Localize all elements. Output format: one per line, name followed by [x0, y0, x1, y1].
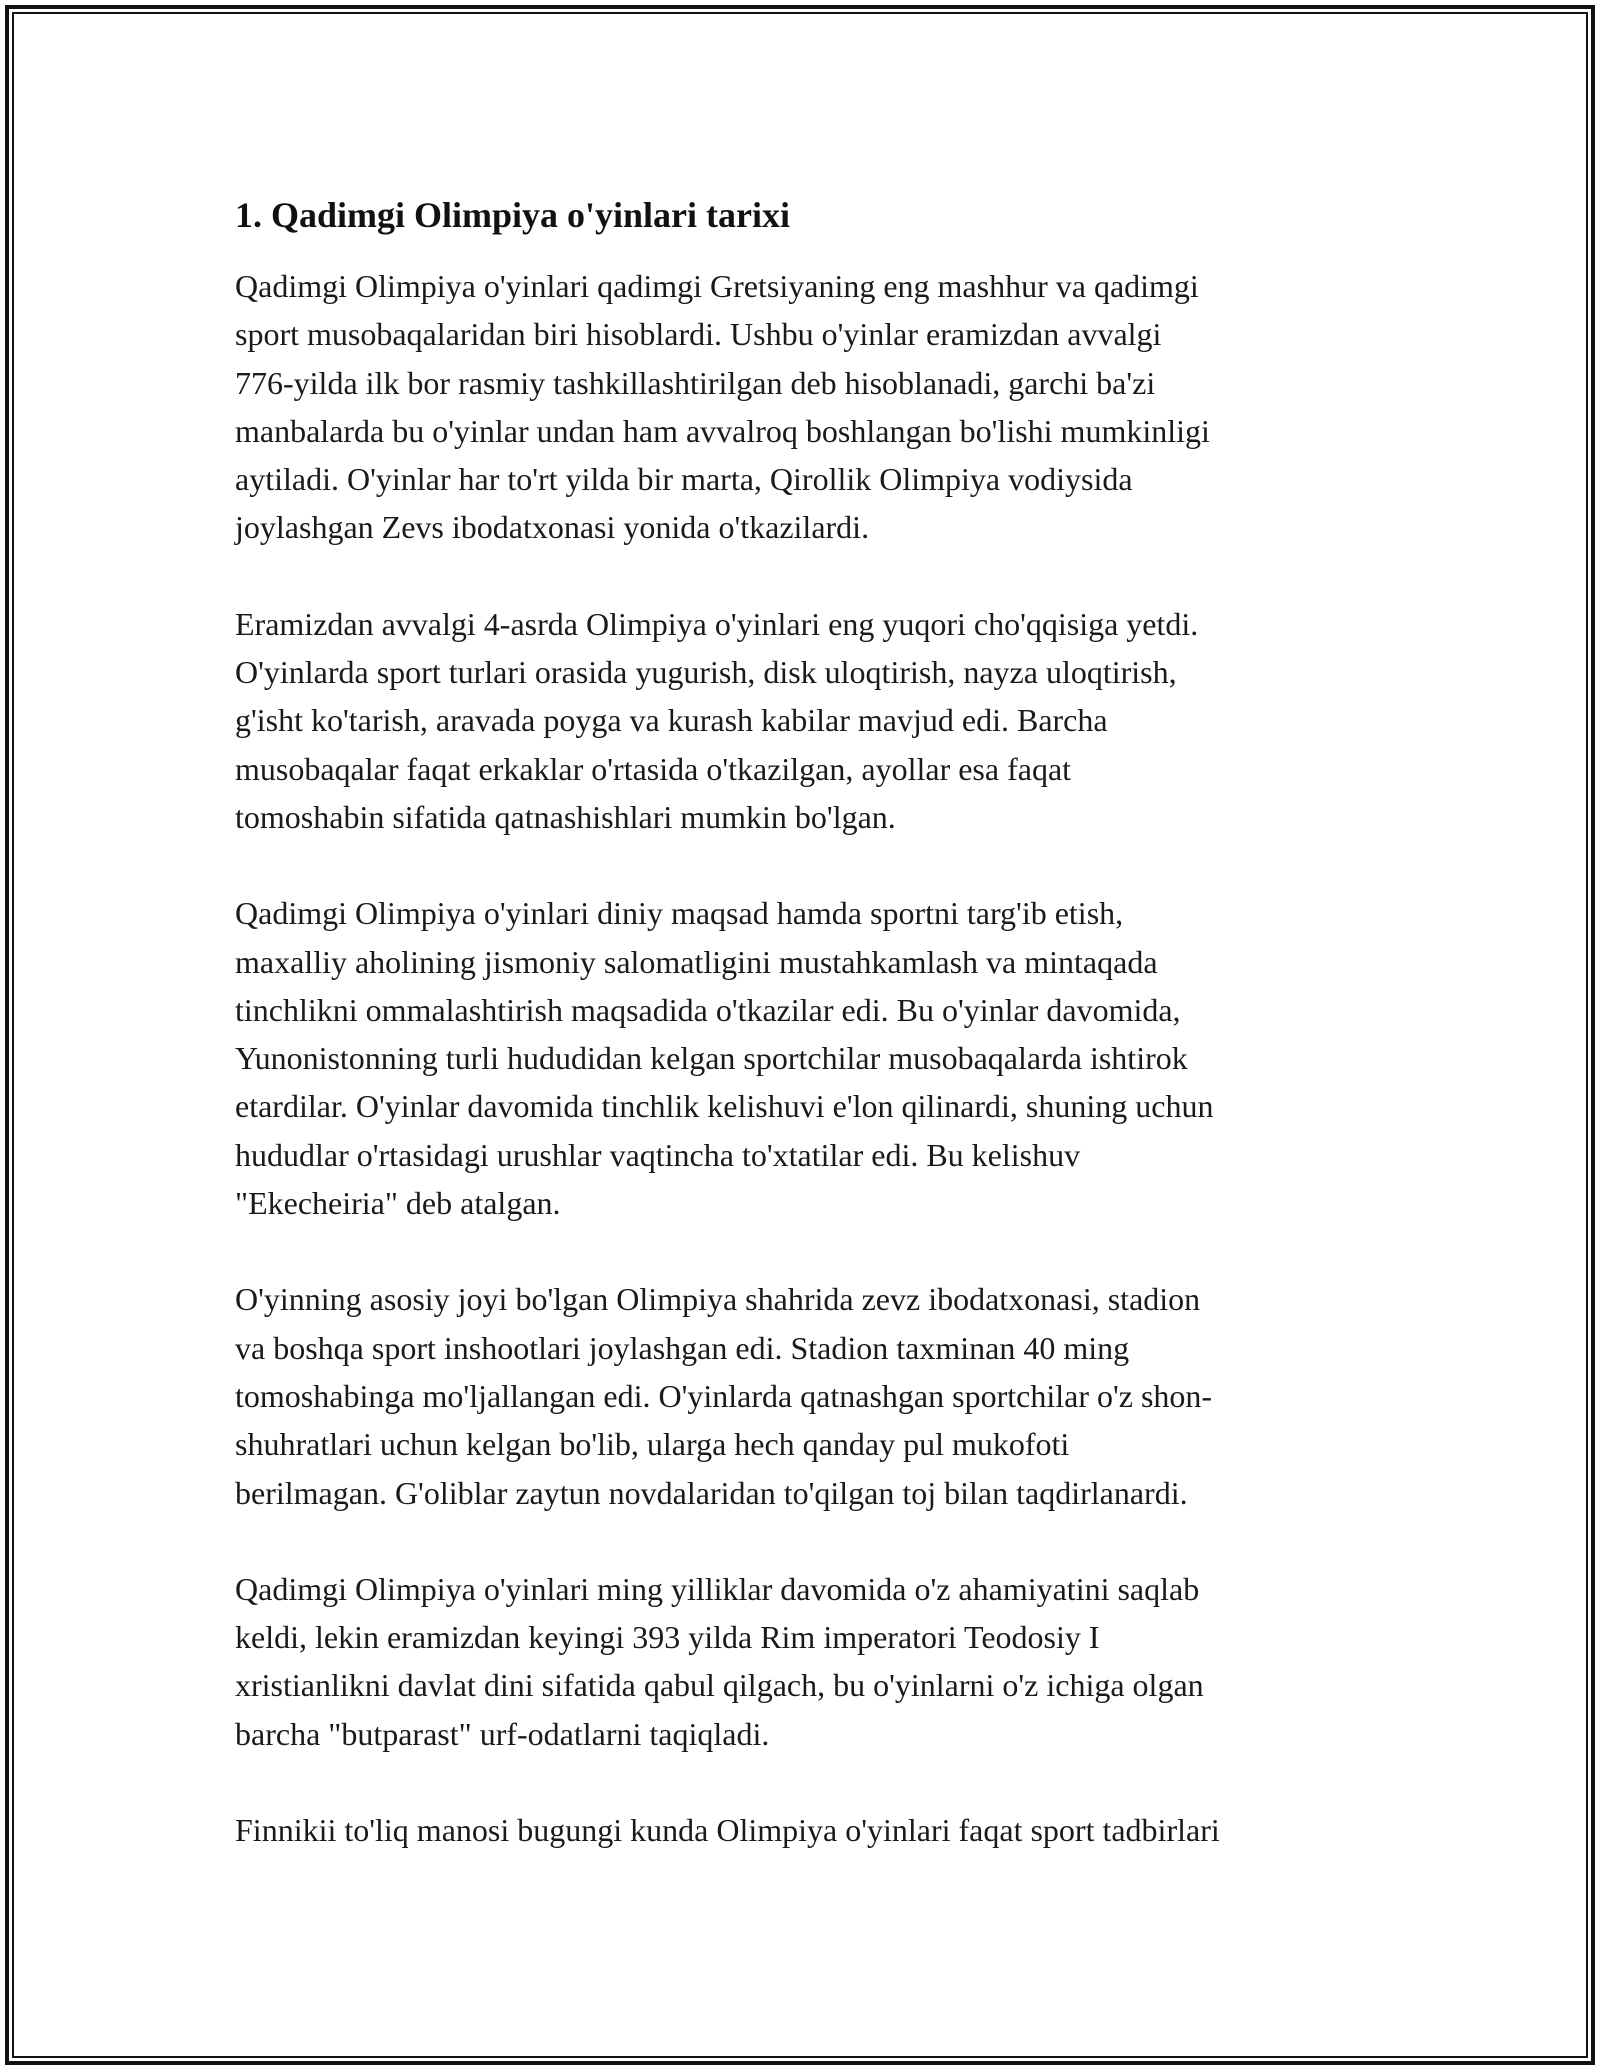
paragraph-6: Finnikii to'liq manosi bugungi kunda Olimpiya o'yinlari faqat sport tadbirlari	[235, 1812, 1220, 1849]
paragraph-2: Eramizdan avvalgi 4-asrda Olimpiya o'yinlari eng yuqori cho'qqisiga yetdi. O'yinlarda sport turlari orasida yugurish, disk uloqtirish, nayza uloqtirish, g'isht ko'tarish, aravada poyga va kurash kabilar mavjud edi. Barcha musobaqalar faqat erkaklar o'rtasida o'tkazilgan, ayollar esa faqat tomoshabin sifatida qatnashishlari mumkin bo'lgan.	[235, 605, 1199, 835]
paragraph-3: Qadimgi Olimpiya o'yinlari diniy maqsad hamda sportni targ'ib etish, maxalliy aholining jismoniy salomatligini mustahkamlash va mintaqada tinchlikni ommalashtirish maqsadida o'tkazilar edi. Bu o'yinlar davomida, Yunonistonning turli hududidan kelgan sportchilar musobaqalarda ishtirok etardilar. O'yinlar davomida tinchlik kelishuvi e'lon qilinardi, shuning uchun hududlar o'rtasidagi urushlar vaqtincha to'xtatilar edi. Bu kelishuv "Ekecheiria" deb atalgan.	[235, 895, 1214, 1222]
document-title: 1. Qadimgi Olimpiya o'yinlari tarixi	[235, 195, 791, 235]
paragraph-5: Qadimgi Olimpiya o'yinlari ming yilliklar davomida o'z ahamiyatini saqlab keldi, lekin eramizdan keyingi 393 yilda Rim imperatori Teodosiy I xristianlikni davlat dini sifatida qabul qilgach, bu o'yinlarni o'z ichiga olgan barcha "butparast" urf-odatlarni taqiqladi.	[235, 1570, 1204, 1752]
document-body	[235, 190, 1375, 1902]
paragraph-4: O'yinning asosiy joyi bo'lgan Olimpiya shahrida zevz ibodatxonasi, stadion va boshqa sport inshootlari joylashgan edi. Stadion taxminan 40 ming tomoshabinga mo'ljallangan edi. O'yinlarda qatnashgan sportchilar o'z shon- shuhratlari uchun kelgan bo'lib, ularga hech qanday pul mukofoti berilmagan. G'oliblar zaytun novdalaridan to'qilgan toj bilan taqdirlanardi.	[235, 1281, 1213, 1511]
paragraph-1: Qadimgi Olimpiya o'yinlari qadimgi Gretsiyaning eng mashhur va qadimgi sport musobaqalaridan biri hisoblardi. Ushbu o'yinlar eramizdan avvalgi 776-yilda ilk bor rasmiy tashkillashtirilgan deb hisoblanadi, garchi ba'zi manbalarda bu o'yinlar undan ham avvalroq boshlangan bo'lishi mumkinligi aytiladi. O'yinlar har to'rt yilda bir marta, Qirollik Olimpiya vodiysida joylashgan Zevs ibodatxonasi yonida o'tkazilardi.	[235, 268, 1210, 546]
